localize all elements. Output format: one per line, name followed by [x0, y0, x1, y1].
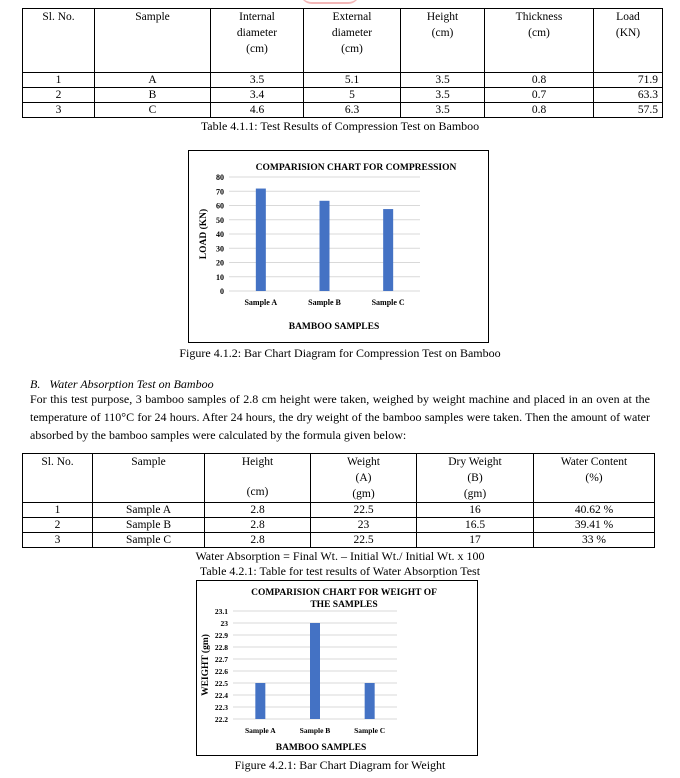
t1-header-text: Height: [426, 11, 459, 23]
t2-table-cell: 16.5: [417, 518, 534, 533]
compression-test-table: [22, 8, 663, 118]
t1-header-text: (cm): [341, 43, 363, 55]
chart-bar: [256, 189, 266, 291]
t1-table-row: [23, 103, 663, 118]
y-axis-label: LOAD (KN): [199, 208, 209, 260]
t1-table-cell: 0.7: [485, 88, 594, 103]
x-axis-label: BAMBOO SAMPLES: [288, 322, 380, 332]
top-red-mark: [300, 0, 360, 4]
t1-header-text: Thickness: [515, 11, 563, 23]
t1-table-cell: 63.3: [594, 88, 663, 103]
t2-table-cell: 2.8: [205, 518, 311, 533]
y-tick-label: 50: [216, 215, 224, 225]
t2-header-cell: [93, 454, 205, 503]
compression-chart-svg: [189, 151, 488, 342]
t2-table-cell: 23: [311, 518, 417, 533]
y-tick-label: 20: [216, 258, 224, 268]
t1-table-cell: 3: [23, 103, 95, 118]
t2-header-cell: [23, 454, 93, 503]
section-b-paragraph: For this test purpose, 3 bamboo samples of 2.8 cm height were taken, weighed by weight machine and placed in an oven at the temperature of 110°C for 24 hours. After 24 hours, the dry weight of the bamboo samples were taken. Then the amount of water absorbed by the bamboo samples were calculated by the formula given below:: [30, 392, 650, 442]
t1-header-cell: [23, 9, 95, 73]
chart-bar: [310, 623, 320, 719]
section-b-title: Water Absorption Test on Bamboo: [49, 377, 214, 391]
t1-header-cell: [401, 9, 485, 73]
t1-table-cell: 1: [23, 73, 95, 88]
t1-table-cell: 5: [304, 88, 401, 103]
t2-table-cell: 40.62 %: [534, 503, 655, 518]
weight-chart-svg: [197, 581, 477, 755]
t1-header-text: Internal: [239, 11, 275, 23]
t1-header-text: (cm): [528, 27, 550, 39]
t2-table-cell: 2.8: [205, 503, 311, 518]
t1-table-cell: 6.3: [304, 103, 401, 118]
water-absorption-formula: Water Absorption = Final Wt. – Initial Wt./ Initial Wt. x 100: [195, 549, 485, 563]
y-tick-label: 23.1: [214, 607, 228, 616]
t2-header-text: (B): [467, 472, 483, 484]
t1-table-row: [23, 88, 663, 103]
t2-table-cell: 17: [417, 533, 534, 548]
t1-header-text: (cm): [246, 43, 268, 55]
y-tick-label: 70: [216, 187, 224, 197]
t2-header-text: Weight: [347, 456, 380, 468]
y-tick-label: 22.6: [214, 667, 228, 676]
x-category-label: Sample A: [244, 298, 278, 307]
t2-table-cell: 2.8: [205, 533, 311, 548]
y-tick-label: 22.8: [214, 643, 228, 652]
t1-table-cell: 3.4: [211, 88, 304, 103]
t1-table-cell: A: [95, 73, 211, 88]
t2-table-row: [23, 518, 655, 533]
t1-header-text: (cm): [431, 27, 454, 39]
t2-header-cell: [205, 454, 311, 503]
t1-table-cell: 71.9: [594, 73, 663, 88]
t2-table-row: [23, 533, 655, 548]
y-tick-label: 22.4: [214, 691, 228, 700]
compression-chart: [188, 150, 489, 343]
t1-header-text: Sample: [135, 11, 170, 23]
chart-title: COMPARISION CHART FOR COMPRESSION: [255, 163, 457, 173]
t2-table-cell: Sample C: [93, 533, 205, 548]
t1-header-cell: [594, 9, 663, 73]
t1-table-cell: 2: [23, 88, 95, 103]
t2-table-cell: Sample A: [93, 503, 205, 518]
x-category-label: Sample A: [245, 726, 276, 735]
t2-header-cell: [417, 454, 534, 503]
y-tick-label: 23: [220, 619, 228, 628]
y-tick-label: 22.3: [214, 703, 228, 712]
t2-header-text: Water Content: [560, 456, 628, 468]
y-tick-label: 80: [216, 173, 224, 182]
t1-table-cell: 3.5: [401, 88, 485, 103]
t1-table-cell: 3.5: [211, 73, 304, 88]
t1-table-cell: B: [95, 88, 211, 103]
t2-header-text: Sl. No.: [41, 456, 74, 468]
y-tick-label: 0: [220, 287, 224, 296]
t2-header-text: (%): [585, 472, 603, 484]
x-category-label: Sample C: [371, 298, 405, 307]
chart1-caption: Figure 4.1.2: Bar Chart Diagram for Compression Test on Bamboo: [179, 346, 501, 360]
t1-table-cell: 57.5: [594, 103, 663, 118]
y-tick-label: 22.5: [214, 679, 228, 688]
t2-header-text: (A): [355, 472, 372, 484]
water-absorption-table: [22, 453, 655, 548]
t2-header-cell: [534, 454, 655, 503]
t1-table-cell: 4.6: [211, 103, 304, 118]
t1-table-row: [23, 73, 663, 88]
t2-header-text: (cm): [246, 486, 269, 498]
t1-header-text: Load: [616, 11, 640, 23]
t1-header-cell: [485, 9, 594, 73]
chart-bar: [255, 683, 265, 719]
t2-table-cell: 16: [417, 503, 534, 518]
t2-table-cell: 39.41 %: [534, 518, 655, 533]
chart-title: COMPARISION CHART FOR WEIGHT OF: [251, 588, 437, 598]
t1-table-cell: 3.5: [401, 103, 485, 118]
t2-header-text: Height: [241, 456, 274, 468]
t1-header-cell: [95, 9, 211, 73]
weight-chart: [196, 580, 478, 756]
y-tick-label: 22.7: [214, 655, 228, 664]
x-axis-label: BAMBOO SAMPLES: [275, 743, 367, 753]
t2-header-text: (gm): [352, 488, 375, 500]
t2-table-cell: 22.5: [311, 503, 417, 518]
table2-caption: Table 4.2.1: Table for test results of Water Absorption Test: [199, 564, 481, 578]
chart-title: THE SAMPLES: [310, 600, 378, 610]
table1-caption: Table 4.1.1: Test Results of Compression Test on Bamboo: [200, 119, 480, 133]
t2-table-cell: 1: [23, 503, 93, 518]
y-tick-label: 22.2: [214, 715, 228, 724]
chart-bar: [320, 201, 330, 291]
x-category-label: Sample C: [354, 726, 386, 735]
t1-table-cell: 5.1: [304, 73, 401, 88]
x-category-label: Sample B: [308, 298, 341, 307]
t2-header-text: Sample: [131, 456, 166, 468]
t2-table-cell: 33 %: [534, 533, 655, 548]
t1-table-cell: C: [95, 103, 211, 118]
t2-header-text: Dry Weight: [448, 456, 502, 468]
y-axis-label: WEIGHT (gm): [201, 634, 211, 696]
chart2-caption: Figure 4.2.1: Bar Chart Diagram for Weight: [234, 758, 446, 772]
y-tick-label: 30: [216, 244, 224, 254]
t1-header-cell: [304, 9, 401, 73]
y-tick-label: 40: [216, 230, 224, 239]
t2-table-cell: 3: [23, 533, 93, 548]
t1-header-text: diameter: [236, 27, 278, 39]
chart-bar: [365, 683, 375, 719]
t2-table-row: [23, 503, 655, 518]
t2-table-cell: 22.5: [311, 533, 417, 548]
y-tick-label: 60: [216, 201, 224, 211]
t2-table-cell: 2: [23, 518, 93, 533]
y-tick-label: 22.9: [214, 631, 228, 640]
t1-table-cell: 3.5: [401, 73, 485, 88]
t2-header-text: [205, 470, 310, 484]
section-b-letter: B.: [30, 377, 41, 391]
t1-table-cell: 0.8: [485, 103, 594, 118]
t2-header-cell: [311, 454, 417, 503]
t1-header-text: Sl. No.: [42, 11, 75, 23]
t1-table-cell: 0.8: [485, 73, 594, 88]
t2-header-text: (gm): [463, 488, 487, 500]
t1-header-text: External: [332, 11, 372, 23]
t1-header-cell: [211, 9, 304, 73]
chart-bar: [383, 209, 393, 291]
t1-header-text: diameter: [331, 27, 373, 39]
t2-table-cell: Sample B: [93, 518, 205, 533]
t1-header-text: (KN): [615, 27, 641, 39]
x-category-label: Sample B: [299, 726, 331, 735]
y-tick-label: 10: [216, 272, 224, 282]
